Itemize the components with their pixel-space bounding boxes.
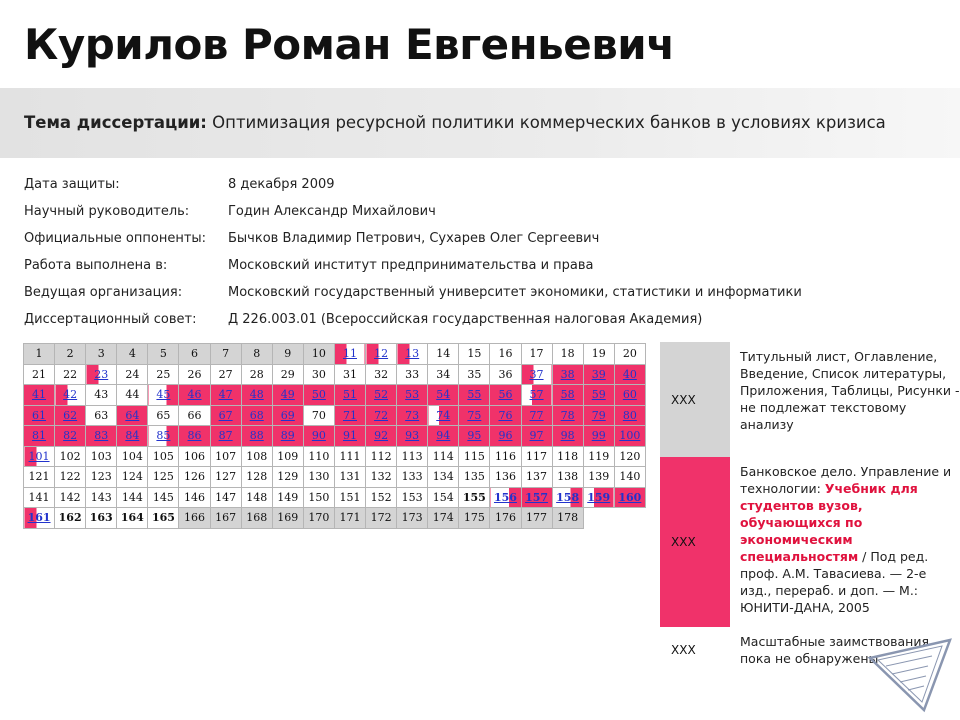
legend-row-source — [660, 457, 960, 627]
page-cell-56[interactable]: 56 — [490, 385, 521, 406]
info-label: Работа выполнена в: — [24, 258, 168, 273]
legend-swatch-white — [660, 627, 730, 672]
page-cell-134: 134 — [428, 467, 459, 488]
page-cell-74[interactable]: 74 — [428, 405, 459, 426]
page-cell-87[interactable]: 87 — [210, 426, 241, 447]
page-cell-44: 44 — [117, 385, 148, 406]
page-cell-161[interactable]: 161 — [24, 508, 55, 529]
page-cell-155: 155 — [459, 487, 490, 508]
page-cell-32: 32 — [366, 364, 397, 385]
page-cell-60[interactable]: 60 — [614, 385, 645, 406]
page-cell-127: 127 — [210, 467, 241, 488]
page-grid-row — [24, 467, 646, 488]
page-cell-69[interactable]: 69 — [272, 405, 303, 426]
page-cell-15: 15 — [459, 344, 490, 365]
page-cell-39[interactable]: 39 — [583, 364, 614, 385]
page-cell-124: 124 — [117, 467, 148, 488]
info-row-council — [24, 306, 802, 333]
page-grid-row — [24, 385, 646, 406]
page-cell-141: 141 — [24, 487, 55, 508]
page-cell-79[interactable]: 79 — [583, 405, 614, 426]
page-cell-112: 112 — [366, 446, 397, 467]
info-label: Официальные оппоненты: — [24, 231, 207, 246]
page-cell-136: 136 — [490, 467, 521, 488]
page-cell-153: 153 — [397, 487, 428, 508]
page-cell-13[interactable]: 13 — [397, 344, 428, 365]
info-value: Московский государственный университет экономики, статистики и информатики — [228, 285, 802, 300]
page-cell-176: 176 — [490, 508, 521, 529]
page-cell-178: 178 — [552, 508, 583, 529]
legend-source-text — [730, 457, 960, 627]
page-cell-117: 117 — [521, 446, 552, 467]
page-cell-111: 111 — [334, 446, 365, 467]
page-cell-36: 36 — [490, 364, 521, 385]
page-cell-20: 20 — [614, 344, 645, 365]
topic-value: Оптимизация ресурсной политики коммерческих банков в условиях кризиса — [212, 113, 886, 132]
page-cell-148: 148 — [241, 487, 272, 508]
page-cell-140: 140 — [614, 467, 645, 488]
page-cell-144: 144 — [117, 487, 148, 508]
page-cell-70: 70 — [303, 405, 334, 426]
page-cell-41[interactable]: 41 — [24, 385, 55, 406]
page-cell-11[interactable]: 11 — [334, 344, 365, 365]
page-cell-177: 177 — [521, 508, 552, 529]
info-label: Ведущая организация: — [24, 285, 183, 300]
page-cell-167: 167 — [210, 508, 241, 529]
page-cell-62[interactable]: 62 — [55, 405, 86, 426]
page-cell-101[interactable]: 101 — [24, 446, 55, 467]
page-cell-91[interactable]: 91 — [334, 426, 365, 447]
page-cell-157[interactable]: 157 — [521, 487, 552, 508]
page-cell-97[interactable]: 97 — [521, 426, 552, 447]
page-cell-47[interactable]: 47 — [210, 385, 241, 406]
page-cell-77[interactable]: 77 — [521, 405, 552, 426]
page-cell-4: 4 — [117, 344, 148, 365]
page-cell-86[interactable]: 86 — [179, 426, 210, 447]
page-cell-88[interactable]: 88 — [241, 426, 272, 447]
page-cell-82[interactable]: 82 — [55, 426, 86, 447]
page-cell-105: 105 — [148, 446, 179, 467]
page-cell-58[interactable]: 58 — [552, 385, 583, 406]
info-row-opponents — [24, 225, 802, 252]
page-grid-row — [24, 364, 646, 385]
page-cell-172: 172 — [366, 508, 397, 529]
page-cell-169: 169 — [272, 508, 303, 529]
page-cell-102: 102 — [55, 446, 86, 467]
page-cell-138: 138 — [552, 467, 583, 488]
page-cell-107: 107 — [210, 446, 241, 467]
page-grid-row — [24, 487, 646, 508]
page-grid-row — [24, 344, 646, 365]
page-cell-165: 165 — [148, 508, 179, 529]
page-cell-85[interactable]: 85 — [148, 426, 179, 447]
page-map — [23, 343, 646, 529]
page-cell-84[interactable]: 84 — [117, 426, 148, 447]
page-cell-129: 129 — [272, 467, 303, 488]
page-cell-154: 154 — [428, 487, 459, 508]
page-cell-35: 35 — [459, 364, 490, 385]
page-cell-108: 108 — [241, 446, 272, 467]
page-cell-28: 28 — [241, 364, 272, 385]
page-cell-38[interactable]: 38 — [552, 364, 583, 385]
page-cell-160[interactable]: 160 — [614, 487, 645, 508]
page-cell-122: 122 — [55, 467, 86, 488]
page-cell-163: 163 — [86, 508, 117, 529]
page-cell-110: 110 — [303, 446, 334, 467]
page-cell-150: 150 — [303, 487, 334, 508]
page-cell-34: 34 — [428, 364, 459, 385]
page-cell-174: 174 — [428, 508, 459, 529]
page-cell-139: 139 — [583, 467, 614, 488]
info-value: Бычков Владимир Петрович, Сухарев Олег Сергеевич — [228, 231, 600, 246]
page-cell-54[interactable]: 54 — [428, 385, 459, 406]
page-cell-173: 173 — [397, 508, 428, 529]
page-cell-130: 130 — [303, 467, 334, 488]
info-row-leading-org — [24, 279, 802, 306]
page-grid-row — [24, 508, 646, 529]
page-cell-168: 168 — [241, 508, 272, 529]
dissertation-topic — [24, 113, 886, 132]
page-cell-118: 118 — [552, 446, 583, 467]
page-cell-63: 63 — [86, 405, 117, 426]
page-cell-71[interactable]: 71 — [334, 405, 365, 426]
page-cell-104: 104 — [117, 446, 148, 467]
page-grid-row — [24, 446, 646, 467]
page-cell-121: 121 — [24, 467, 55, 488]
page-cell-116: 116 — [490, 446, 521, 467]
dissernet-seal-icon — [864, 630, 956, 714]
page-cell-93[interactable]: 93 — [397, 426, 428, 447]
page-cell-78[interactable]: 78 — [552, 405, 583, 426]
page-cell-45[interactable]: 45 — [148, 385, 179, 406]
page-cell-125: 125 — [148, 467, 179, 488]
page-cell-72[interactable]: 72 — [366, 405, 397, 426]
page-cell-23[interactable]: 23 — [86, 364, 117, 385]
page-cell-5: 5 — [148, 344, 179, 365]
page-cell-151: 151 — [334, 487, 365, 508]
page-cell-1: 1 — [24, 344, 55, 365]
page-cell-152: 152 — [366, 487, 397, 508]
legend-swatch-pink — [660, 457, 730, 627]
page-cell-18: 18 — [552, 344, 583, 365]
info-value: Д 226.003.01 (Всероссийская государственная налоговая Академия) — [228, 312, 703, 327]
page-cell-146: 146 — [179, 487, 210, 508]
page-cell-65: 65 — [148, 405, 179, 426]
page-cell-98[interactable]: 98 — [552, 426, 583, 447]
page-cell-94[interactable]: 94 — [428, 426, 459, 447]
page-title: Курилов Роман Евгеньевич — [24, 20, 675, 69]
page-cell-48[interactable]: 48 — [241, 385, 272, 406]
info-row-supervisor — [24, 198, 802, 225]
legend-text: Титульный лист, Оглавление, Введение, Список литературы, Приложения, Таблицы, Рисунки - не подлежат текстовому анализу — [740, 349, 960, 432]
page-cell-143: 143 — [86, 487, 117, 508]
page-cell-137: 137 — [521, 467, 552, 488]
page-cell-115: 115 — [459, 446, 490, 467]
legend-code: XXX — [671, 642, 696, 657]
info-value: 8 декабря 2009 — [228, 177, 335, 192]
page-cell-12[interactable]: 12 — [366, 344, 397, 365]
info-list — [24, 171, 802, 333]
page-cell-67[interactable]: 67 — [210, 405, 241, 426]
page-cell-114: 114 — [428, 446, 459, 467]
page-cell-128: 128 — [241, 467, 272, 488]
page-cell-89[interactable]: 89 — [272, 426, 303, 447]
page-cell-126: 126 — [179, 467, 210, 488]
page-cell-42[interactable]: 42 — [55, 385, 86, 406]
page-cell-95[interactable]: 95 — [459, 426, 490, 447]
source-highlight: Учебник для студентов вузов, обучающихся по экономическим специальностям — [740, 481, 918, 564]
page-cell-158[interactable]: 158 — [552, 487, 583, 508]
legend-code: XXX — [671, 392, 696, 407]
page-cell-131: 131 — [334, 467, 365, 488]
topic-label: Тема диссертации: — [24, 113, 207, 132]
page-cell-37[interactable]: 37 — [521, 364, 552, 385]
page-cell-19: 19 — [583, 344, 614, 365]
page-cell-120: 120 — [614, 446, 645, 467]
page-cell-68[interactable]: 68 — [241, 405, 272, 426]
info-value: Московский институт предпринимательства и права — [228, 258, 594, 273]
page-cell-109: 109 — [272, 446, 303, 467]
legend-swatch-gray — [660, 342, 730, 457]
page-cell-50[interactable]: 50 — [303, 385, 334, 406]
page-cell-96[interactable]: 96 — [490, 426, 521, 447]
page-cell-46[interactable]: 46 — [179, 385, 210, 406]
page-cell-149: 149 — [272, 487, 303, 508]
page-cell-55[interactable]: 55 — [459, 385, 490, 406]
page-cell-6: 6 — [179, 344, 210, 365]
page-cell-25: 25 — [148, 364, 179, 385]
page-cell-81[interactable]: 81 — [24, 426, 55, 447]
legend-code: XXX — [671, 535, 696, 549]
info-label: Диссертационный совет: — [24, 312, 197, 327]
page-cell-106: 106 — [179, 446, 210, 467]
page-cell-8: 8 — [241, 344, 272, 365]
page-cell-24: 24 — [117, 364, 148, 385]
page-cell-30: 30 — [303, 364, 334, 385]
page-cell-164: 164 — [117, 508, 148, 529]
page-cell-99[interactable]: 99 — [583, 426, 614, 447]
page-cell-170: 170 — [303, 508, 334, 529]
page-cell-22: 22 — [55, 364, 86, 385]
page-cell-156[interactable]: 156 — [490, 487, 521, 508]
page-cell-43: 43 — [86, 385, 117, 406]
legend-text: Масштабные заимствования пока не обнаружены — [740, 634, 929, 666]
page-cell-61[interactable]: 61 — [24, 405, 55, 426]
page-cell-2: 2 — [55, 344, 86, 365]
page-cell-10: 10 — [303, 344, 334, 365]
info-row-defense-date — [24, 171, 802, 198]
page-cell-16: 16 — [490, 344, 521, 365]
page-cell-162: 162 — [55, 508, 86, 529]
legend — [660, 342, 960, 672]
info-value: Годин Александр Михайлович — [228, 204, 436, 219]
source-details: / Под ред. проф. А.М. Тавасиева. — 2-е изд., перераб. и доп. — М.: ЮНИТИ-ДАНА, 2005 — [740, 549, 929, 615]
page-cell-92[interactable]: 92 — [366, 426, 397, 447]
page-cell-135: 135 — [459, 467, 490, 488]
info-label: Научный руководитель: — [24, 204, 190, 219]
page-cell-100[interactable]: 100 — [614, 426, 645, 447]
info-label: Дата защиты: — [24, 177, 120, 192]
page-grid-table — [23, 343, 646, 529]
page-cell-80[interactable]: 80 — [614, 405, 645, 426]
page-cell-175: 175 — [459, 508, 490, 529]
page-cell-159[interactable]: 159 — [583, 487, 614, 508]
page-cell-9: 9 — [272, 344, 303, 365]
page-cell-119: 119 — [583, 446, 614, 467]
page-cell-145: 145 — [148, 487, 179, 508]
page-cell-132: 132 — [366, 467, 397, 488]
page-cell-166: 166 — [179, 508, 210, 529]
page-cell-59[interactable]: 59 — [583, 385, 614, 406]
page-cell-73[interactable]: 73 — [397, 405, 428, 426]
page-cell-75[interactable]: 75 — [459, 405, 490, 426]
legend-row-excluded — [660, 342, 960, 457]
page-cell-66: 66 — [179, 405, 210, 426]
page-cell-7: 7 — [210, 344, 241, 365]
page-cell-57[interactable]: 57 — [521, 385, 552, 406]
page-cell-51[interactable]: 51 — [334, 385, 365, 406]
page-grid-row — [24, 426, 646, 447]
page-cell-147: 147 — [210, 487, 241, 508]
page-cell-52[interactable]: 52 — [366, 385, 397, 406]
page-cell-142: 142 — [55, 487, 86, 508]
page-cell-123: 123 — [86, 467, 117, 488]
info-row-institution — [24, 252, 802, 279]
page-cell-49[interactable]: 49 — [272, 385, 303, 406]
page-cell-3: 3 — [86, 344, 117, 365]
page-cell-83[interactable]: 83 — [86, 426, 117, 447]
page-cell-14: 14 — [428, 344, 459, 365]
page-cell-31: 31 — [334, 364, 365, 385]
page-cell-90[interactable]: 90 — [303, 426, 334, 447]
page-cell-33: 33 — [397, 364, 428, 385]
page-grid-row — [24, 405, 646, 426]
page-cell-171: 171 — [334, 508, 365, 529]
source-title: Банковское дело. Управление и технологии: — [740, 464, 952, 496]
page-cell-113: 113 — [397, 446, 428, 467]
page-cell-103: 103 — [86, 446, 117, 467]
page-cell-17: 17 — [521, 344, 552, 365]
page-cell-133: 133 — [397, 467, 428, 488]
page-cell-64[interactable]: 64 — [117, 405, 148, 426]
page-cell-26: 26 — [179, 364, 210, 385]
page-cell-76[interactable]: 76 — [490, 405, 521, 426]
page-cell-53[interactable]: 53 — [397, 385, 428, 406]
page-cell-21: 21 — [24, 364, 55, 385]
page-cell-27: 27 — [210, 364, 241, 385]
page-cell-29: 29 — [272, 364, 303, 385]
page-cell-40[interactable]: 40 — [614, 364, 645, 385]
